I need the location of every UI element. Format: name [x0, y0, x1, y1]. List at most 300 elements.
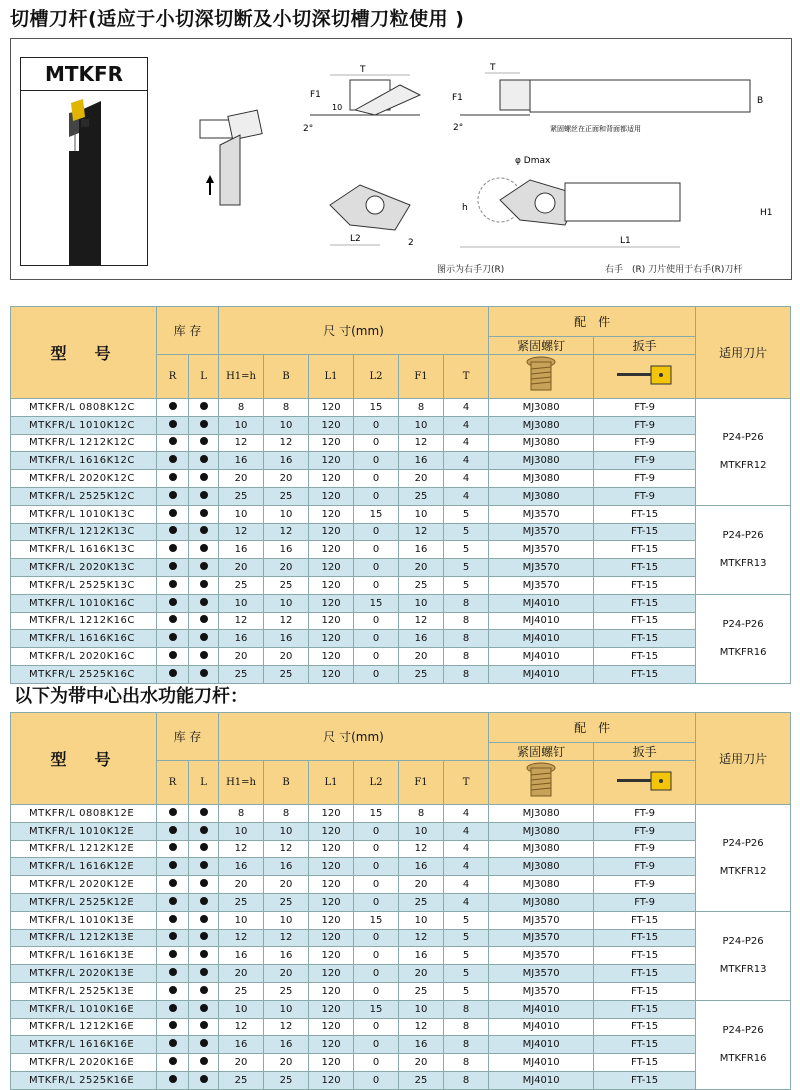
cell-T: 5 — [444, 541, 489, 559]
cell-F1: 8 — [399, 805, 444, 823]
cell-stock-R — [157, 947, 189, 965]
cell-L2: 0 — [354, 648, 399, 666]
cell-F1: 20 — [399, 559, 444, 577]
col-R: R — [157, 761, 189, 805]
stock-dot-icon — [169, 1057, 177, 1065]
cell-L1: 120 — [309, 1018, 354, 1036]
cell-stock-R — [157, 1071, 189, 1089]
cell-L1: 120 — [309, 1054, 354, 1072]
cell-model: MTKFR/L 1616K12C — [11, 452, 157, 470]
cell-stock-L — [189, 947, 219, 965]
cell-screw: MJ4010 — [489, 630, 594, 648]
cell-L1: 120 — [309, 487, 354, 505]
cell-T: 8 — [444, 648, 489, 666]
table-row — [11, 452, 791, 470]
col-L: L — [189, 355, 219, 399]
cell-stock-R — [157, 965, 189, 983]
cell-model: MTKFR/L 1212K13E — [11, 929, 157, 947]
cell-stock-L — [189, 399, 219, 417]
cell-stock-R — [157, 982, 189, 1000]
cell-H1: 16 — [219, 858, 264, 876]
cell-L1: 120 — [309, 576, 354, 594]
table-row — [11, 559, 791, 577]
cell-L2: 0 — [354, 487, 399, 505]
cell-B: 16 — [264, 858, 309, 876]
cell-stock-R — [157, 1000, 189, 1018]
stock-dot-icon — [169, 808, 177, 816]
cell-wrench: FT-9 — [594, 434, 696, 452]
caption-right-hand: 图示为右手刀(R) — [437, 265, 505, 275]
svg-text:H1: H1 — [760, 208, 773, 218]
cell-F1: 25 — [399, 893, 444, 911]
cell-B: 16 — [264, 630, 309, 648]
table-row — [11, 416, 791, 434]
cell-L1: 120 — [309, 541, 354, 559]
svg-text:h: h — [462, 203, 468, 213]
cell-F1: 16 — [399, 858, 444, 876]
cell-wrench: FT-15 — [594, 648, 696, 666]
cell-model: MTKFR/L 2525K13E — [11, 982, 157, 1000]
stock-dot-icon — [169, 1004, 177, 1012]
cell-wrench: FT-9 — [594, 416, 696, 434]
page-title: 切槽刀杆(适应于小切深切断及小切深切槽刀粒使用 ) — [10, 8, 465, 30]
table-row — [11, 858, 791, 876]
plan-view-drawing — [460, 156, 773, 247]
cell-B: 16 — [264, 1036, 309, 1054]
cutting-illustration — [200, 110, 262, 205]
cell-L2: 0 — [354, 965, 399, 983]
cell-wrench: FT-15 — [594, 594, 696, 612]
col-L2: L2 — [354, 355, 399, 399]
stock-dot-icon — [200, 491, 208, 499]
stock-dot-icon — [200, 1075, 208, 1083]
model-image-box — [20, 57, 148, 266]
cell-T: 4 — [444, 487, 489, 505]
cell-stock-L — [189, 505, 219, 523]
cell-B: 12 — [264, 1018, 309, 1036]
cell-stock-L — [189, 648, 219, 666]
cell-stock-L — [189, 1018, 219, 1036]
cell-screw: MJ3080 — [489, 399, 594, 417]
cell-H1: 10 — [219, 594, 264, 612]
cell-H1: 16 — [219, 1036, 264, 1054]
table-row — [11, 965, 791, 983]
stock-dot-icon — [200, 402, 208, 410]
cell-F1: 16 — [399, 1036, 444, 1054]
header-parts: 配 件 — [489, 713, 696, 743]
cell-screw: MJ4010 — [489, 665, 594, 683]
cell-L2: 0 — [354, 1071, 399, 1089]
cell-wrench: FT-9 — [594, 470, 696, 488]
cell-wrench: FT-9 — [594, 822, 696, 840]
cell-stock-R — [157, 929, 189, 947]
stock-dot-icon — [200, 509, 208, 517]
cell-L2: 0 — [354, 559, 399, 577]
cell-L2: 15 — [354, 594, 399, 612]
cell-H1: 20 — [219, 559, 264, 577]
cell-model: MTKFR/L 2020K13E — [11, 965, 157, 983]
cell-T: 4 — [444, 858, 489, 876]
cell-stock-L — [189, 452, 219, 470]
applies-insert: MTKFR16 — [719, 646, 767, 658]
col-T: T — [444, 761, 489, 805]
cell-F1: 16 — [399, 630, 444, 648]
header-wrench: 扳手 — [594, 337, 696, 355]
cell-T: 8 — [444, 665, 489, 683]
cell-stock-L — [189, 487, 219, 505]
stock-dot-icon — [169, 932, 177, 940]
cell-L1: 120 — [309, 612, 354, 630]
wrench-icon — [615, 769, 675, 793]
cell-H1: 8 — [219, 399, 264, 417]
cell-screw: MJ3570 — [489, 576, 594, 594]
stock-dot-icon — [200, 455, 208, 463]
screw-image — [489, 761, 594, 805]
cell-T: 4 — [444, 893, 489, 911]
stock-dot-icon — [200, 526, 208, 534]
cell-L2: 0 — [354, 576, 399, 594]
stock-dot-icon — [169, 420, 177, 428]
cell-F1: 20 — [399, 470, 444, 488]
cell-screw: MJ4010 — [489, 648, 594, 666]
stock-dot-icon — [200, 473, 208, 481]
cell-screw: MJ3080 — [489, 858, 594, 876]
cell-L2: 15 — [354, 1000, 399, 1018]
cell-L2: 0 — [354, 630, 399, 648]
cell-screw: MJ3570 — [489, 523, 594, 541]
spec-table-2 — [10, 712, 791, 1090]
cell-screw: MJ3080 — [489, 805, 594, 823]
cell-F1: 12 — [399, 434, 444, 452]
spec-table-1 — [10, 306, 791, 684]
cell-L1: 120 — [309, 876, 354, 894]
cell-T: 8 — [444, 612, 489, 630]
svg-text:L1: L1 — [620, 236, 631, 246]
header-stock: 库 存 — [157, 307, 219, 355]
cell-L2: 0 — [354, 470, 399, 488]
cell-H1: 25 — [219, 665, 264, 683]
cell-H1: 16 — [219, 630, 264, 648]
cell-L2: 0 — [354, 541, 399, 559]
stock-dot-icon — [200, 580, 208, 588]
cell-B: 20 — [264, 1054, 309, 1072]
cell-F1: 20 — [399, 648, 444, 666]
cell-F1: 12 — [399, 929, 444, 947]
cell-model: MTKFR/L 2525K13C — [11, 576, 157, 594]
cell-stock-R — [157, 893, 189, 911]
cell-L1: 120 — [309, 434, 354, 452]
cell-L1: 120 — [309, 470, 354, 488]
cell-screw: MJ3080 — [489, 822, 594, 840]
cell-stock-L — [189, 594, 219, 612]
cell-wrench: FT-15 — [594, 1000, 696, 1018]
stock-dot-icon — [200, 1021, 208, 1029]
cell-L1: 120 — [309, 1036, 354, 1054]
cell-model: MTKFR/L 1212K16C — [11, 612, 157, 630]
cell-L2: 0 — [354, 1054, 399, 1072]
cell-model: MTKFR/L 1010K13E — [11, 911, 157, 929]
stock-dot-icon — [200, 826, 208, 834]
cell-stock-R — [157, 858, 189, 876]
cell-stock-R — [157, 822, 189, 840]
cell-wrench: FT-9 — [594, 858, 696, 876]
stock-dot-icon — [169, 669, 177, 677]
stock-dot-icon — [200, 562, 208, 570]
cell-model: MTKFR/L 1616K16E — [11, 1036, 157, 1054]
cell-wrench: FT-9 — [594, 399, 696, 417]
cell-stock-L — [189, 559, 219, 577]
cell-F1: 20 — [399, 965, 444, 983]
cell-stock-R — [157, 487, 189, 505]
cell-model: MTKFR/L 2020K12C — [11, 470, 157, 488]
cell-B: 20 — [264, 648, 309, 666]
cell-T: 5 — [444, 559, 489, 577]
model-label: MTKFR — [21, 58, 147, 91]
cell-L1: 120 — [309, 822, 354, 840]
cell-L2: 0 — [354, 452, 399, 470]
cell-screw: MJ3570 — [489, 929, 594, 947]
cell-L2: 0 — [354, 876, 399, 894]
table-row — [11, 876, 791, 894]
cell-model: MTKFR/L 1616K16C — [11, 630, 157, 648]
cell-screw: MJ3570 — [489, 541, 594, 559]
cell-H1: 10 — [219, 1000, 264, 1018]
cell-L1: 120 — [309, 559, 354, 577]
cell-H1: 10 — [219, 822, 264, 840]
cell-B: 25 — [264, 982, 309, 1000]
table-row — [11, 929, 791, 947]
cell-L1: 120 — [309, 965, 354, 983]
cell-F1: 16 — [399, 452, 444, 470]
cell-stock-L — [189, 470, 219, 488]
col-L1: L1 — [309, 355, 354, 399]
cell-model: MTKFR/L 2525K12C — [11, 487, 157, 505]
cell-wrench: FT-15 — [594, 559, 696, 577]
svg-text:2°: 2° — [453, 123, 464, 133]
cell-stock-L — [189, 805, 219, 823]
cell-applies-group — [696, 399, 791, 506]
table-row — [11, 487, 791, 505]
cell-stock-R — [157, 665, 189, 683]
cell-L2: 0 — [354, 929, 399, 947]
svg-text:φ Dmax: φ Dmax — [515, 156, 551, 166]
cell-model: MTKFR/L 1212K12E — [11, 840, 157, 858]
cell-L2: 0 — [354, 947, 399, 965]
cell-F1: 12 — [399, 1018, 444, 1036]
col-H1h: H1=h — [219, 761, 264, 805]
cell-L1: 120 — [309, 505, 354, 523]
cell-model: MTKFR/L 1010K12E — [11, 822, 157, 840]
header-applies: 适用刀片 — [696, 307, 791, 399]
cell-wrench: FT-15 — [594, 523, 696, 541]
cell-stock-L — [189, 1036, 219, 1054]
cell-model: MTKFR/L 2525K16E — [11, 1071, 157, 1089]
cell-stock-R — [157, 505, 189, 523]
cell-stock-R — [157, 594, 189, 612]
cell-L2: 0 — [354, 523, 399, 541]
cell-wrench: FT-15 — [594, 541, 696, 559]
cell-screw: MJ4010 — [489, 1054, 594, 1072]
cell-L1: 120 — [309, 665, 354, 683]
stock-dot-icon — [169, 562, 177, 570]
cell-screw: MJ3570 — [489, 911, 594, 929]
cell-F1: 10 — [399, 594, 444, 612]
cell-H1: 12 — [219, 523, 264, 541]
applies-insert: MTKFR12 — [719, 459, 767, 471]
table-row — [11, 434, 791, 452]
cell-stock-R — [157, 576, 189, 594]
cell-L2: 0 — [354, 858, 399, 876]
cell-F1: 12 — [399, 612, 444, 630]
cell-model: MTKFR/L 1616K13E — [11, 947, 157, 965]
cell-stock-R — [157, 434, 189, 452]
col-B: B — [264, 761, 309, 805]
applies-insert: MTKFR12 — [719, 865, 767, 877]
cell-screw: MJ4010 — [489, 1000, 594, 1018]
cell-H1: 20 — [219, 965, 264, 983]
table-row — [11, 648, 791, 666]
applies-insert: MTKFR13 — [719, 963, 767, 975]
header-size: 尺 寸(mm) — [219, 713, 489, 761]
cell-T: 4 — [444, 434, 489, 452]
header-model: 型 号 — [11, 307, 157, 399]
cell-B: 16 — [264, 452, 309, 470]
cell-T: 5 — [444, 965, 489, 983]
cell-T: 8 — [444, 1054, 489, 1072]
cell-B: 12 — [264, 840, 309, 858]
stock-dot-icon — [169, 826, 177, 834]
cell-stock-L — [189, 665, 219, 683]
table-row — [11, 911, 791, 929]
cell-wrench: FT-15 — [594, 965, 696, 983]
cell-T: 5 — [444, 947, 489, 965]
cell-applies-group — [696, 594, 791, 683]
cell-L1: 120 — [309, 399, 354, 417]
cell-applies-group — [696, 505, 791, 594]
cell-L1: 120 — [309, 982, 354, 1000]
stock-dot-icon — [200, 897, 208, 905]
applies-insert: MTKFR16 — [719, 1052, 767, 1064]
cell-wrench: FT-15 — [594, 665, 696, 683]
cell-H1: 12 — [219, 434, 264, 452]
cell-H1: 12 — [219, 612, 264, 630]
cell-B: 12 — [264, 434, 309, 452]
cell-stock-R — [157, 523, 189, 541]
table-row — [11, 805, 791, 823]
cell-screw: MJ3570 — [489, 965, 594, 983]
cell-H1: 16 — [219, 452, 264, 470]
cell-T: 4 — [444, 840, 489, 858]
cell-F1: 10 — [399, 1000, 444, 1018]
col-F1: F1 — [399, 761, 444, 805]
stock-dot-icon — [200, 986, 208, 994]
table-row — [11, 523, 791, 541]
cell-F1: 12 — [399, 840, 444, 858]
col-L2: L2 — [354, 761, 399, 805]
cell-F1: 10 — [399, 822, 444, 840]
cell-wrench: FT-15 — [594, 630, 696, 648]
cell-B: 25 — [264, 576, 309, 594]
cell-H1: 8 — [219, 805, 264, 823]
cell-screw: MJ3080 — [489, 893, 594, 911]
cell-L2: 15 — [354, 399, 399, 417]
col-L: L — [189, 761, 219, 805]
cell-model: MTKFR/L 1616K13C — [11, 541, 157, 559]
stock-dot-icon — [169, 402, 177, 410]
cell-model: MTKFR/L 2525K16C — [11, 665, 157, 683]
table-row — [11, 665, 791, 683]
section-title-coolant: 以下为带中心出水功能刀杆： — [14, 686, 248, 707]
cell-applies-group — [696, 1000, 791, 1089]
stock-dot-icon — [169, 633, 177, 641]
cell-applies-group — [696, 911, 791, 1000]
cell-screw: MJ3570 — [489, 982, 594, 1000]
cell-model: MTKFR/L 2020K16E — [11, 1054, 157, 1072]
col-H1h: H1=h — [219, 355, 264, 399]
stock-dot-icon — [200, 808, 208, 816]
stock-dot-icon — [169, 598, 177, 606]
cell-L1: 120 — [309, 858, 354, 876]
cell-B: 25 — [264, 893, 309, 911]
cell-L1: 120 — [309, 452, 354, 470]
cell-stock-L — [189, 612, 219, 630]
cell-H1: 12 — [219, 840, 264, 858]
col-T: T — [444, 355, 489, 399]
cell-H1: 20 — [219, 470, 264, 488]
cell-wrench: FT-15 — [594, 612, 696, 630]
cell-B: 10 — [264, 822, 309, 840]
screw-icon — [524, 355, 558, 395]
cell-T: 4 — [444, 470, 489, 488]
cell-wrench: FT-15 — [594, 982, 696, 1000]
col-R: R — [157, 355, 189, 399]
stock-dot-icon — [169, 1075, 177, 1083]
cell-stock-L — [189, 911, 219, 929]
cell-T: 5 — [444, 982, 489, 1000]
applies-range: P24-P26 — [722, 837, 764, 849]
cell-H1: 25 — [219, 893, 264, 911]
stock-dot-icon — [169, 843, 177, 851]
cell-F1: 25 — [399, 1071, 444, 1089]
cell-F1: 25 — [399, 487, 444, 505]
top-view-drawing — [330, 185, 414, 248]
cell-B: 12 — [264, 612, 309, 630]
cell-F1: 25 — [399, 665, 444, 683]
table-row — [11, 1054, 791, 1072]
stock-dot-icon — [200, 598, 208, 606]
cell-L1: 120 — [309, 893, 354, 911]
cell-model: MTKFR/L 0808K12C — [11, 399, 157, 417]
stock-dot-icon — [169, 455, 177, 463]
cell-H1: 25 — [219, 487, 264, 505]
cell-H1: 10 — [219, 416, 264, 434]
cell-B: 12 — [264, 929, 309, 947]
stock-dot-icon — [169, 491, 177, 499]
cell-model: MTKFR/L 2525K12E — [11, 893, 157, 911]
stock-dot-icon — [169, 509, 177, 517]
cell-screw: MJ4010 — [489, 594, 594, 612]
svg-text:F1: F1 — [310, 90, 321, 100]
cell-F1: 10 — [399, 911, 444, 929]
cell-F1: 20 — [399, 876, 444, 894]
cell-model: MTKFR/L 1212K13C — [11, 523, 157, 541]
cell-L1: 120 — [309, 947, 354, 965]
stock-dot-icon — [169, 473, 177, 481]
stock-dot-icon — [200, 1004, 208, 1012]
cell-stock-R — [157, 541, 189, 559]
cell-model: MTKFR/L 1212K12C — [11, 434, 157, 452]
cell-F1: 16 — [399, 541, 444, 559]
